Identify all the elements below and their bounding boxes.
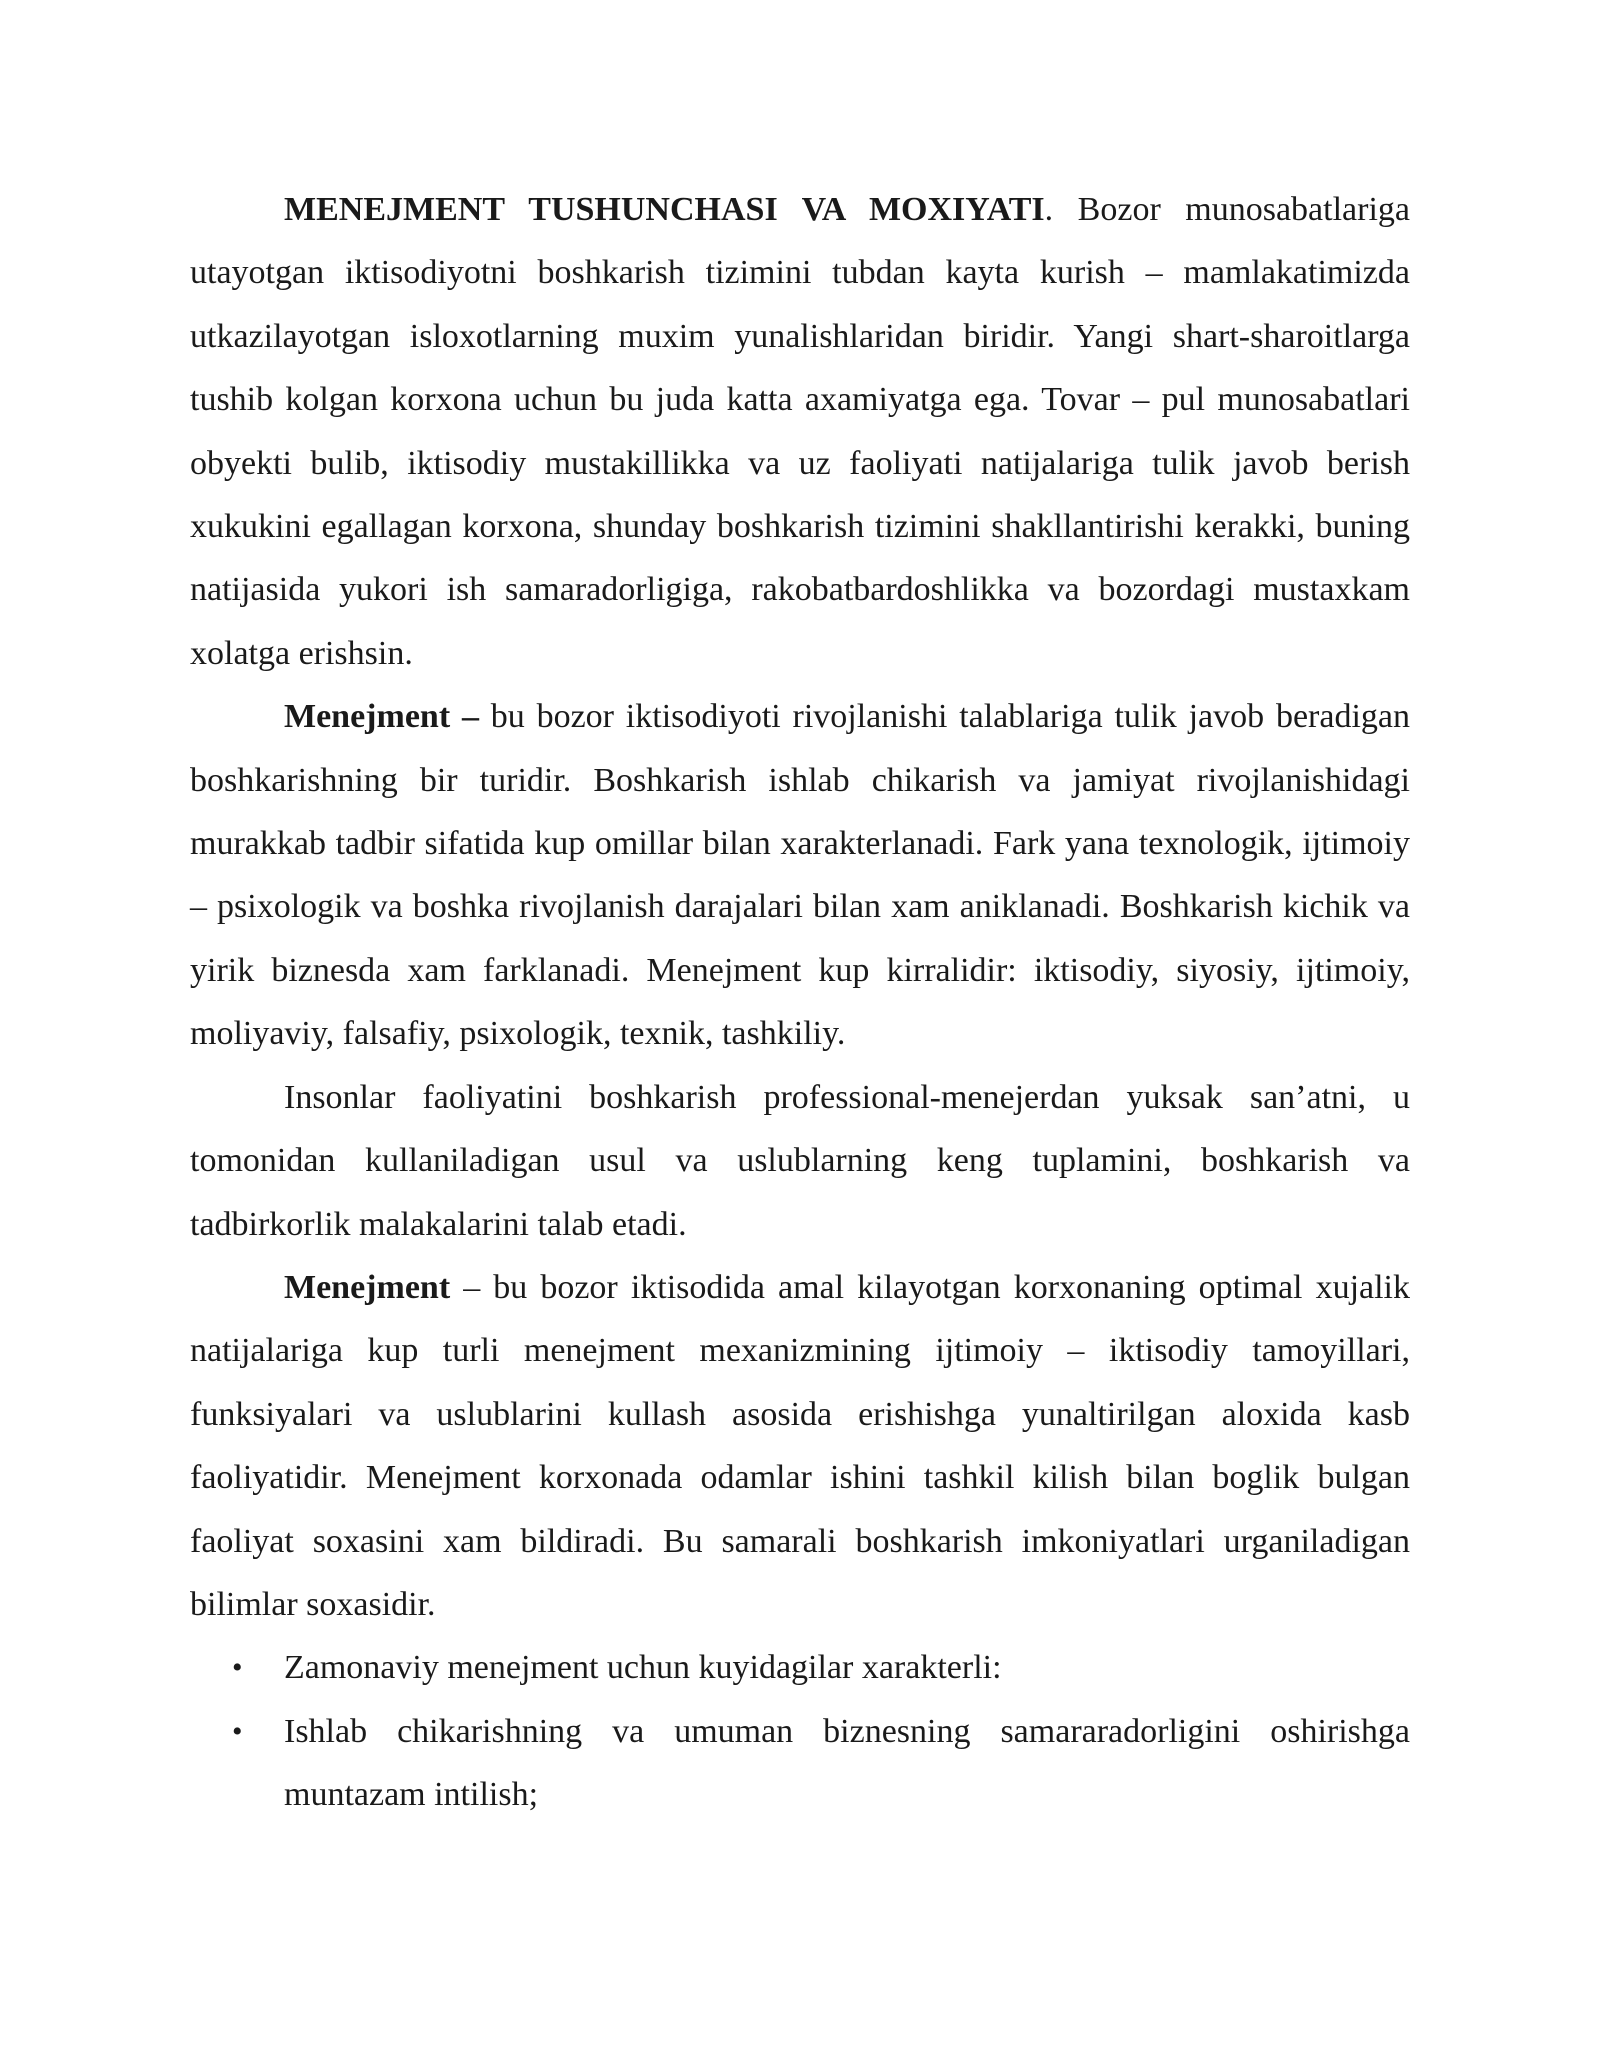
paragraph-text: – bu bozor iktisodida amal kilayotgan korxonaning optimal xujalik natijalariga kup turli menejment mexanizmining ijtimoiy – iktisodiy tamoyillari, funksiyalari va uslublarini kullash asosida erishishga yunaltirilgan aloxida kasb faoliyatidir. Menejment korxonada odamlar ishini tashkil kilish bilan boglik bulgan faoliyat soxasini xam bildiradi. Bu samarali boshkarish imkoniyatlari urganiladigan bilimlar soxasidir. [190,1268,1410,1623]
paragraph-definition-2 [190,1256,1410,1636]
term-menejment: Menejment [284,1268,451,1306]
paragraph-definition-1 [190,685,1410,1065]
paragraph-text: bu bozor iktisodiyoti rivojlanishi talablariga tulik javob beradigan boshkarishning bir turidir. Boshkarish ishlab chikarish va jamiyat rivojlanishidagi murakkab tadbir sifatida kup omillar bilan xarakterlanadi. Fark yana texnologik, ijtimoiy – psixologik va boshka rivojlanish darajalari bilan xam aniklanadi. Boshkarish kichik va yirik biznesda xam farklanadi. Menejment kup kirralidir: iktisodiy, siyosiy, ijtimoiy, moliyaviy, falsafiy, psixologik, texnik, tashkiliy. [190,698,1410,1053]
bullet-icon: • [232,1651,243,1685]
paragraph-intro [190,178,1410,685]
bullet-icon: • [232,1714,243,1748]
document-body [190,178,1410,1827]
paragraph-skills [190,1066,1410,1256]
bullet-list [190,1636,1410,1826]
term-menejment: Menejment – [284,698,479,736]
list-item [190,1700,1410,1827]
paragraph-text: Insonlar faoliyatini boshkarish professional-menejerdan yuksak san’atni, u tomonidan kullaniladigan usul va uslublarning keng tuplamini, boshkarish va tadbirkorlik malakalarini talab etadi. [190,1078,1410,1243]
list-item-text: Ishlab chikarishning va umuman biznesning samararadorligini oshirishga muntazam intilish; [284,1712,1410,1814]
section-heading: MENEJMENT TUSHUNCHASI VA MOXIYATI [284,191,1045,228]
list-item-text: Zamonaviy menejment uchun kuyidagilar xarakterli: [284,1649,1002,1687]
paragraph-text: . Bozor munosabatlariga utayotgan iktisodiyotni boshkarish tizimini tubdan kayta kurish – mamlakatimizda utkazilayotgan isloxotlarning muxim yunalishlaridan biridir. Yangi shart-sharoitlarga tushib kolgan korxona uchun bu juda katta axamiyatga ega. Tovar – pul munosabatlari obyekti bulib, iktisodiy mustakillikka va uz faoliyati natijalariga tulik javob berish xukukini egallagan korxona, shunday boshkarish tizimini shakllantirishi kerakki, buning natijasida yukori ish samaradorligiga, rakobatbardoshlikka va bozordagi mustaxkam xolatga erishsin. [190,191,1410,672]
list-item [190,1636,1410,1699]
